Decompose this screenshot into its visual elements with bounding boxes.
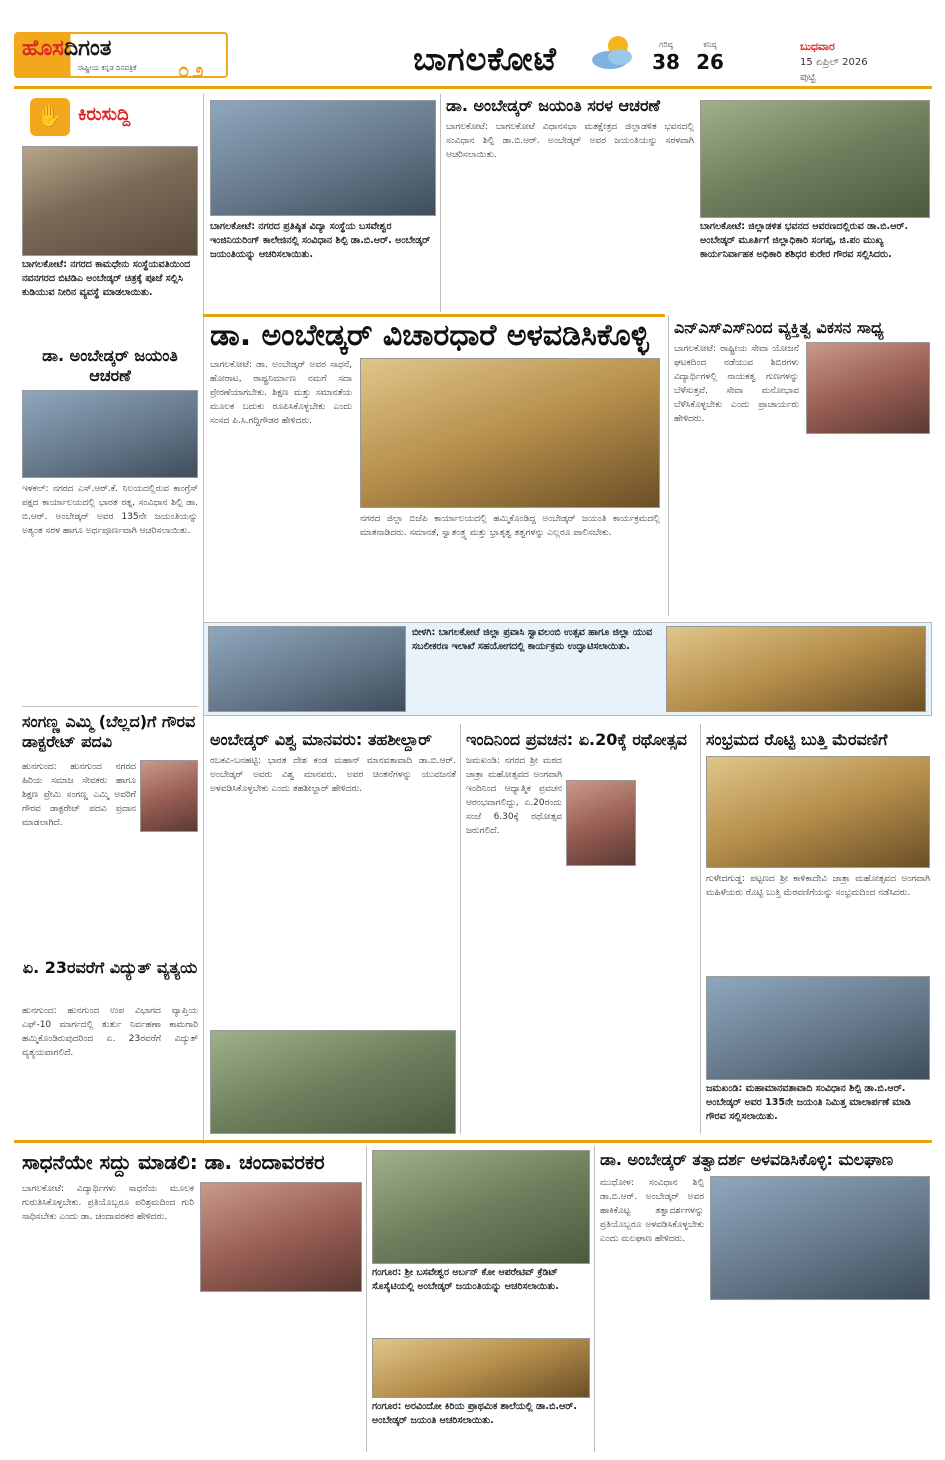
story-body: ಜಮಖಂಡಿ: ನಗರದ ಶ್ರೀ ಮಠದ ಜಾತ್ರಾ ಮಹೋತ್ಸವದ ಅಂಗವಾಗಿ ಇಂದಿನಿಂದ ಆಧ್ಯಾತ್ಮಿಕ ಪ್ರವಚನ ಆರಂಭವಾಗಲಿದ್ದು, ಏ.20ರಂದು ಸಂಜೆ 6.30ಕ್ಕೆ ರಥೋತ್ಸವ ಜರುಗಲಿದೆ. bbox=[466, 756, 562, 836]
story-headline: ಡಾ. ಅಂಬೇಡ್ಕರ್ ತತ್ವಾದರ್ಶ ಅಳವಡಿಸಿಕೊಳ್ಳಿ: ಮಲಘಾಣ bbox=[600, 1150, 894, 1169]
masthead-rule bbox=[14, 86, 932, 89]
lead-headline: ಡಾ. ಅಂಬೇಡ್ಕರ್ ವಿಚಾರಧಾರೆ ಅಳವಡಿಸಿಕೊಳ್ಳಿ bbox=[210, 318, 649, 353]
story-body: ಹುನಗುಂದ: ಹುನಗುಂದ ಉಪ ವಿಭಾಗದ ವ್ಯಾಪ್ತಿಯ ಎಫ್-10 ಮಾರ್ಗದಲ್ಲಿ ತುರ್ತು ನಿರ್ವಹಣಾ ಕಾಮಗಾರಿ ಹಮ್ಮಿಕೊಂಡಿರುವುದರಿಂದ ಏ. 23ರವರೆಗೆ ವಿದ್ಯುತ್ ವ್ಯತ್ಯಯವಾಗಲಿದೆ. bbox=[22, 1006, 198, 1058]
lead-body: ಬಾಗಲಕೋಟೆ: ಡಾ. ಅಂಬೇಡ್ಕರ್ ಅವರ ಸಾಧನೆ, ಹೋರಾಟ, ರಾಷ್ಟ್ರನಿರ್ಮಾಣ ನಮಗೆ ಸದಾ ಪ್ರೇರಣೆಯಾಗಬೇಕು. ಶಿಕ್ಷಣ ಮತ್ತು ಸಮಾನತೆಯ ಮೂಲಕ ಬದುಕು ರೂಪಿಸಿಕೊಳ್ಳಬೇಕು ಎಂದು ಸಂಸದ ಪಿ.ಸಿ.ಗದ್ದಿಗೌಡರ ಹೇಳಿದರು. bbox=[210, 360, 352, 426]
column-divider bbox=[460, 724, 461, 1134]
weather-sun-cloud-icon bbox=[588, 32, 640, 72]
story-photo bbox=[372, 1338, 590, 1398]
story-headline: ಏ. 23ರವರೆಗೆ ವಿದ್ಯುತ್ ವ್ಯತ್ಯಯ bbox=[22, 958, 198, 977]
column-divider bbox=[594, 1146, 595, 1452]
story-headline: ಡಾ. ಅಂಬೇಡ್ಕರ್ ಜಯಂತಿ ಸರಳ ಆಚರಣೆ bbox=[446, 96, 661, 115]
column-divider bbox=[440, 94, 441, 312]
story-photo bbox=[706, 976, 930, 1080]
story-photo bbox=[666, 626, 926, 712]
story-headline: ಡಾ. ಅಂಬೇಡ್ಕರ್ ಜಯಂತಿ ಆಚರಣೆ bbox=[42, 346, 178, 385]
column-divider bbox=[668, 316, 669, 616]
story-caption: ಬಾಗಲಕೋಟೆ: ಜಿಲ್ಲಾಡಳಿತ ಭವನದ ಆವರಣದಲ್ಲಿರುವ ಡಾ.ಬಿ.ಆರ್. ಅಂಬೇಡ್ಕರ್ ಮೂರ್ತಿಗೆ ಜಿಲ್ಲಾಧಿಕಾರಿ ಸಂಗಪ್ಪ, ಜಿ.ಪಂ ಮುಖ್ಯ ಕಾರ್ಯನಿರ್ವಾಹಕ ಅಧಿಕಾರಿ ಶಶಿಧರ ಕುರೇರ ಗೌರವ ಸಲ್ಲಿಸಿದರು. bbox=[700, 221, 909, 260]
story-body: ಬಾಗಲಕೋಟೆ: ರಾಷ್ಟ್ರೀಯ ಸೇವಾ ಯೋಜನೆ ಘಟಕದಿಂದ ನಡೆಯುವ ಶಿಬಿರಗಳು ವಿದ್ಯಾರ್ಥಿಗಳಲ್ಲಿ ನಾಯಕತ್ವ ಗುಣಗಳನ್ನು ಬೆಳೆಸುತ್ತವೆ. ಸೇವಾ ಮನೋಭಾವ ಬೆಳೆಸಿಕೊಳ್ಳಬೇಕು ಎಂದು ಪ್ರಾಚಾರ್ಯರು ಹೇಳಿದರು. bbox=[674, 344, 799, 424]
story-body: ರಬಕವಿ-ಬನಹಟ್ಟಿ: ಭಾರತ ದೇಶ ಕಂಡ ಮಹಾನ್ ಮಾನವತಾವಾದಿ ಡಾ.ಬಿ.ಆರ್. ಅಂಬೇಡ್ಕರ್ ಅವರು ವಿಶ್ವ ಮಾನವರು. ಅವರ ಚಿಂತನೆಗಳನ್ನು ಯುವಜನತೆ ಅಳವಡಿಸಿಕೊಳ್ಳಬೇಕು ಎಂದು ತಹಶೀಲ್ದಾರ್ ಹೇಳಿದರು. bbox=[210, 756, 456, 794]
story-photo bbox=[208, 626, 406, 712]
column-divider bbox=[203, 94, 204, 1144]
column-divider bbox=[366, 1146, 367, 1452]
story-body: ಬಾಗಲಕೋಟೆ: ವಿದ್ಯಾರ್ಥಿಗಳು ಸಾಧನೆಯ ಮೂಲಕ ಗುರುತಿಸಿಕೊಳ್ಳಬೇಕು. ಪ್ರತಿಯೊಬ್ಬರೂ ಪರಿಶ್ರಮದಿಂದ ಗುರಿ ಸಾಧಿಸಬೇಕು ಎಂದು ಡಾ. ಚಂದಾವರಕರ ಹೇಳಿದರು. bbox=[22, 1184, 194, 1222]
story-photo bbox=[22, 146, 198, 256]
temp-min: ಕನಿಷ್ಠ 26 bbox=[696, 40, 724, 74]
story-body: ಗುಳೇದಗುಡ್ಡ: ಪಟ್ಟಣದ ಶ್ರೀ ಕಾಳಿಕಾದೇವಿ ಜಾತ್ರಾ ಮಹೋತ್ಸವದ ಅಂಗವಾಗಿ ಮಹಿಳೆಯರು ರೊಟ್ಟಿ ಬುತ್ತಿ ಮೆರವಣಿಗೆಯನ್ನು ಸಂಭ್ರಮದಿಂದ ನಡೆಸಿದರು. bbox=[706, 874, 930, 898]
story-caption: ಜಮಖಂಡಿ: ಮಹಾಮಾನವತಾವಾದಿ ಸಂವಿಧಾನ ಶಿಲ್ಪಿ ಡಾ.ಬಿ.ಆರ್. ಅಂಬೇಡ್ಕರ್ ಅವರ 135ನೇ ಜಯಂತಿ ನಿಮಿತ್ತ ಮಾಲಾರ್ಪಣೆ ಮಾಡಿ ಗೌರವ ಸಲ್ಲಿಸಲಾಯಿತು. bbox=[706, 1083, 911, 1122]
story-photo bbox=[210, 100, 436, 216]
edition-city: ಬಾಗಲಕೋಟೆ bbox=[413, 40, 557, 78]
story-headline: ಇಂದಿನಿಂದ ಪ್ರವಚನ: ಏ.20ಕ್ಕೆ ರಥೋತ್ಸವ bbox=[466, 730, 687, 749]
story-photo bbox=[22, 390, 198, 478]
story-headline: ಸಂಗಣ್ಣ ಎಮ್ಮಿ (ಬೆಲ್ಲದ)ಗೆ ಗೌರವ ಡಾಕ್ಟರೇಟ್ ಪದವಿ bbox=[22, 712, 196, 751]
story-photo bbox=[806, 342, 930, 434]
temp-max: ಗರಿಷ್ಠ 38 bbox=[652, 40, 680, 74]
story-body: ಮುಧೋಳ: ಸಂವಿಧಾನ ಶಿಲ್ಪಿ ಡಾ.ಬಿ.ಆರ್. ಅಂಬೇಡ್ಕರ್ ಅವರ ಹಾಕಿಕೊಟ್ಟ ತತ್ವಾದರ್ಶಗಳನ್ನು ಪ್ರತಿಯೊಬ್ಬರೂ ಅಳವಡಿಸಿಕೊಳ್ಳಬೇಕು ಎಂದು ಮಲಘಾಣ ಹೇಳಿದರು. bbox=[600, 1178, 704, 1244]
story-body: ಇಳಕಲ್: ನಗರದ ಎಸ್.ಆರ್.ಕೆ. ನಿಲಯದಲ್ಲಿರುವ ಕಾಂಗ್ರೆಸ್ ಪಕ್ಷದ ಕಾರ್ಯಾಲಯದಲ್ಲಿ ಭಾರತ ರತ್ನ, ಸಂವಿಧಾನ ಶಿಲ್ಪಿ ಡಾ. ಬಿ.ಆರ್. ಅಂಬೇಡ್ಕರ್ ಅವರ 135ನೇ ಜಯಂತಿಯನ್ನು ಅತ್ಯಂತ ಸರಳ ಹಾಗೂ ಅರ್ಥಪೂರ್ಣವಾಗಿ ಆಚರಿಸಲಾಯಿತು. bbox=[22, 484, 198, 536]
story-caption: ಬೀಳಗಿ: ಬಾಗಲಕೋಟೆ ಜಿಲ್ಲಾ ಪ್ರವಾಸಿ ಸ್ವಾವಲಂಬಿ ಉತ್ಸವ ಹಾಗೂ ಜಿಲ್ಲಾ ಯುವ ಸಬಲೀಕರಣ ಇಲಾಖೆ ಸಹಯೋಗದಲ್ಲಿ ಕಾರ್ಯಕ್ರಮ ಉದ್ಘಾಟಿಸಲಾಯಿತು. bbox=[412, 627, 653, 652]
kirusuddi-section-label: ✋ ಕಿರುಸುದ್ದಿ bbox=[30, 98, 180, 136]
portrait-photo bbox=[566, 780, 636, 866]
bottom-section-rule bbox=[14, 1140, 932, 1143]
story-body: ಹುನಗುಂದ: ಹುನಗುಂದ ನಗರದ ಹಿರಿಯ ಸಮಾಜ ಸೇವಕರು ಹಾಗೂ ಶಿಕ್ಷಣ ಪ್ರೇಮಿ ಸಂಗಣ್ಣ ಎಮ್ಮಿ ಅವರಿಗೆ ಗೌರವ ಡಾಕ್ಟರೇಟ್ ಪದವಿ ಪ್ರದಾನ ಮಾಡಲಾಗಿದೆ. bbox=[22, 762, 136, 828]
story-photo bbox=[710, 1176, 930, 1300]
portrait-photo bbox=[140, 760, 198, 832]
story-photo bbox=[200, 1182, 362, 1292]
lead-rule bbox=[203, 314, 665, 317]
story-headline: ಎನ್‌ಎಸ್‌ಎಸ್‌ನಿಂದ ವ್ಯಕ್ತಿತ್ವ ವಿಕಸನ ಸಾಧ್ಯ bbox=[674, 318, 884, 337]
story-photo bbox=[210, 1030, 456, 1134]
hand-icon: ✋ bbox=[30, 98, 70, 136]
story-photo bbox=[700, 100, 930, 218]
story-caption: ಗಂಗೂರ: ಶ್ರೀ ಬಸವೇಶ್ವರ ಅರ್ಬನ್ ಕೋ ಆಪರೇಟಿವ್ ಕ್ರೆಡಿಟ್ ಸೊಸೈಟಿಯಲ್ಲಿ ಅಂಬೇಡ್ಕರ್ ಜಯಂತಿಯನ್ನು ಆಚರಿಸಲಾಯಿತು. bbox=[372, 1267, 559, 1292]
story-body: ಬಾಗಲಕೋಟೆ: ಬಾಗಲಕೋಟೆ ವಿಧಾನಸಭಾ ಮತಕ್ಷೇತ್ರದ ಜಿಲ್ಲಾಡಳಿತ ಭವನದಲ್ಲಿ ಸಂವಿಧಾನ ಶಿಲ್ಪಿ ಡಾ.ಬಿ.ಆರ್. ಅಂಬೇಡ್ಕರ್ ಅವರ ಜಯಂತಿಯನ್ನು ಸರಳವಾಗಿ ಆಚರಿಸಲಾಯಿತು. bbox=[446, 122, 694, 160]
story-photo bbox=[372, 1150, 590, 1264]
page-number: ೦೨ bbox=[178, 58, 207, 80]
lead-photo bbox=[360, 358, 660, 508]
column-divider bbox=[700, 724, 701, 1134]
logo-tagline: ರಾಷ್ಟ್ರೀಯ ಕನ್ನಡ ದಿನಪತ್ರಿಕೆ bbox=[78, 64, 137, 72]
divider bbox=[22, 706, 198, 707]
story-caption: ಬಾಗಲಕೋಟೆ: ನಗರದ ಪ್ರತಿಷ್ಠಿತ ವಿದ್ಯಾ ಸಂಸ್ಥೆಯ ಬಸವೇಶ್ವರ ಇಂಜಿನಿಯರಿಂಗ್ ಕಾಲೇಜಿನಲ್ಲಿ ಸಂವಿಧಾನ ಶಿಲ್ಪಿ ಡಾ.ಬಿ.ಆರ್. ಅಂಬೇಡ್ಕರ್ ಜಯಂತಿಯನ್ನು ಆಚರಿಸಲಾಯಿತು. bbox=[210, 221, 431, 260]
issue-date: ಬುಧವಾರ 15 ಏಪ್ರಿಲ್ 2026 ಪುಟ್ಟಿ bbox=[800, 40, 868, 83]
story-caption: ಬಾಗಲಕೋಟೆ: ನಗರದ ಕಾಮಧೇನು ಸಂಸ್ಥೆಯವತಿಯಿಂದ ನವನಗರದ ಬಿಟಿಡಿಎ ಅಂಬೇಡ್ಕರ್ ಚಿತ್ರಕ್ಕೆ ಪೂಜೆ ಸಲ್ಲಿಸಿ ಕುಡಿಯುವ ನೀರಿನ ವ್ಯವಸ್ಥೆ ಮಾಡಲಾಯಿತು. bbox=[22, 259, 191, 298]
story-headline: ಸಾಧನೆಯೇ ಸದ್ದು ಮಾಡಲಿ: ಡಾ. ಚಂದಾವರಕರ bbox=[22, 1150, 325, 1174]
logo-diganta: ದಿಗಂತ bbox=[63, 36, 112, 61]
story-photo bbox=[706, 756, 930, 868]
lead-body-continued: ನಗರದ ಜಿಲ್ಲಾ ಬಿಜೆಪಿ ಕಾರ್ಯಾಲಯದಲ್ಲಿ ಹಮ್ಮಿಕೊಂಡಿದ್ದ ಅಂಬೇಡ್ಕರ್ ಜಯಂತಿ ಕಾರ್ಯಕ್ರಮದಲ್ಲಿ ಮಾತನಾಡಿದರು. ಸಮಾನತೆ, ಸ್ವಾತಂತ್ರ್ಯ ಮತ್ತು ಭ್ರಾತೃತ್ವ ತತ್ವಗಳನ್ನು ಎಲ್ಲರೂ ಪಾಲಿಸಬೇಕು. bbox=[360, 514, 660, 538]
story-caption: ಗಂಗೂರ: ಅರವಿಂದೋ ಕಿರಿಯ ಪ್ರಾಥಮಿಕ ಶಾಲೆಯಲ್ಲಿ ಡಾ.ಬಿ.ಆರ್. ಅಂಬೇಡ್ಕರ್ ಜಯಂತಿ ಆಚರಿಸಲಾಯಿತು. bbox=[372, 1401, 577, 1426]
story-headline: ಸಂಭ್ರಮದ ರೊಟ್ಟಿ ಬುತ್ತಿ ಮೆರವಣಿಗೆ bbox=[706, 730, 888, 749]
story-headline: ಅಂಬೇಡ್ಕರ್ ವಿಶ್ವ ಮಾನವರು: ತಹಶೀಲ್ದಾರ್ bbox=[210, 730, 432, 749]
logo-hosa: ಹೊಸ bbox=[22, 36, 64, 61]
